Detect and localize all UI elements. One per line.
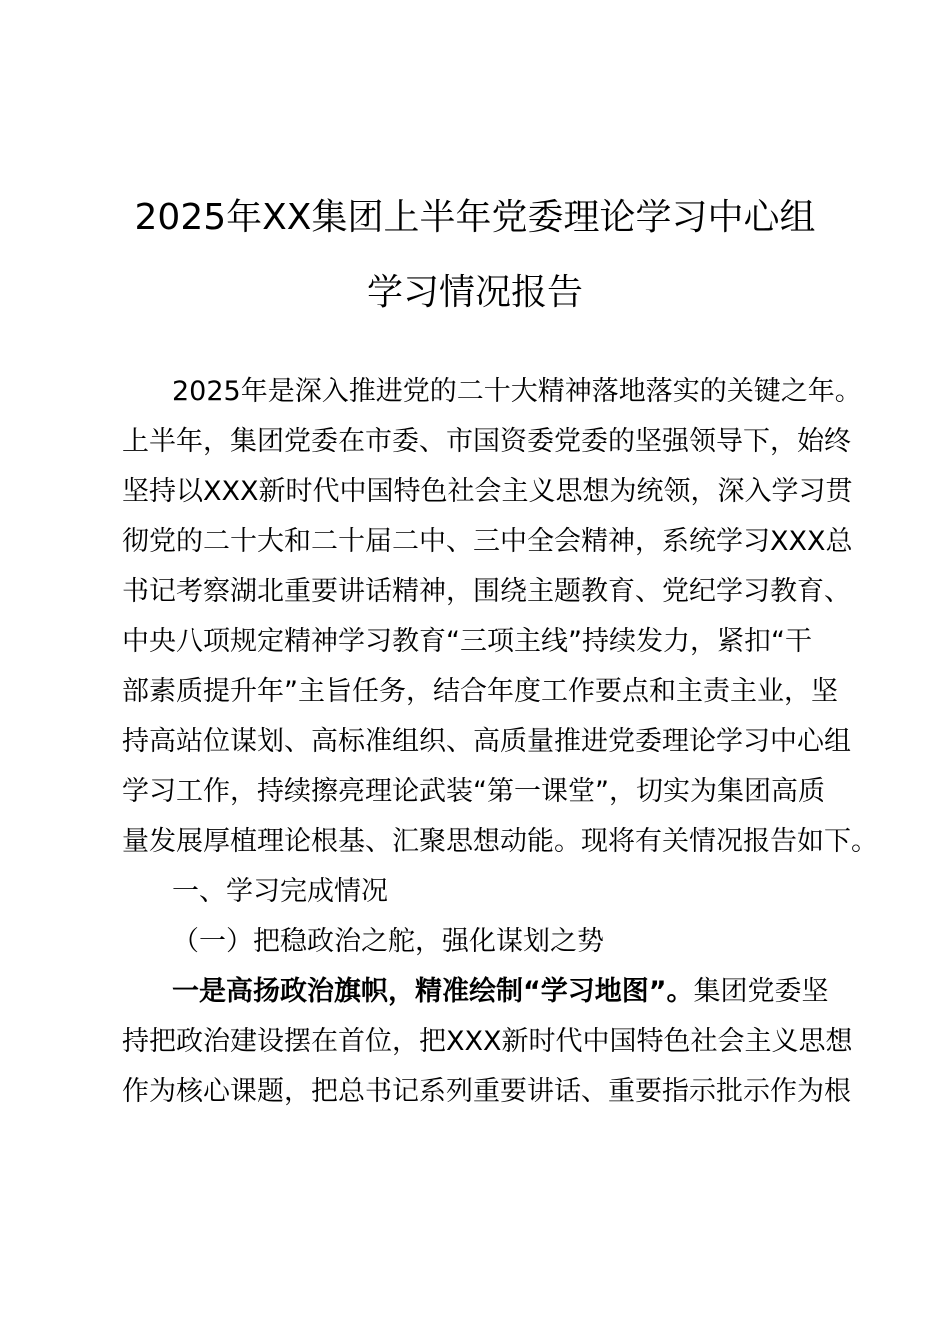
intro-paragraph-line-3: 坚持以XXX新时代中国特色社会主义思想为统领，深入学习贯 (122, 476, 853, 507)
intro-paragraph-line-9: 学习工作，持续擦亮理论武装“第一课堂”，切实为集团高质 (122, 776, 825, 807)
intro-paragraph-line-6: 中央八项规定精神学习教育“三项主线”持续发力，紧扣“干 (122, 626, 812, 657)
point-one-line-2: 持把政治建设摆在首位，把XXX新时代中国特色社会主义思想 (122, 1026, 853, 1057)
document-title-line-2: 学习情况报告 (366, 272, 583, 313)
point-one-first-line-rest: 集团党委坚 (693, 976, 829, 1007)
document-title-line-1: 2025年XX集团上半年党委理论学习中心组 (134, 197, 816, 238)
intro-paragraph-line-4: 彻党的二十大和二十届二中、三中全会精神，系统学习XXX总 (122, 526, 853, 557)
intro-paragraph-line-8: 持高站位谋划、高标准组织、高质量推进党委理论学习中心组 (122, 726, 851, 757)
subsection-heading: （一）把稳政治之舵，强化谋划之势 (172, 926, 604, 957)
intro-paragraph-line-2: 上半年，集团党委在市委、市国资委党委的坚强领导下，始终 (122, 426, 851, 457)
point-one-line-3: 作为核心课题，把总书记系列重要讲话、重要指示批示作为根 (122, 1076, 851, 1107)
section-heading: 一、学习完成情况 (172, 876, 388, 907)
intro-paragraph-line-5: 书记考察湖北重要讲话精神，围绕主题教育、党纪学习教育、 (122, 576, 851, 607)
point-one-first-line (172, 967, 832, 1017)
intro-paragraph-line-1: 2025年是深入推进党的二十大精神落地落实的关键之年。 (172, 376, 862, 407)
intro-paragraph-line-10: 量发展厚植理论根基、汇聚思想动能。现将有关情况报告如下。 (122, 826, 878, 857)
intro-paragraph-line-7: 部素质提升年”主旨任务，结合年度工作要点和主责主业，坚 (122, 676, 838, 707)
point-one-bold-lead: 一是高扬政治旗帜，精准绘制“学习地图”。 (172, 976, 694, 1007)
